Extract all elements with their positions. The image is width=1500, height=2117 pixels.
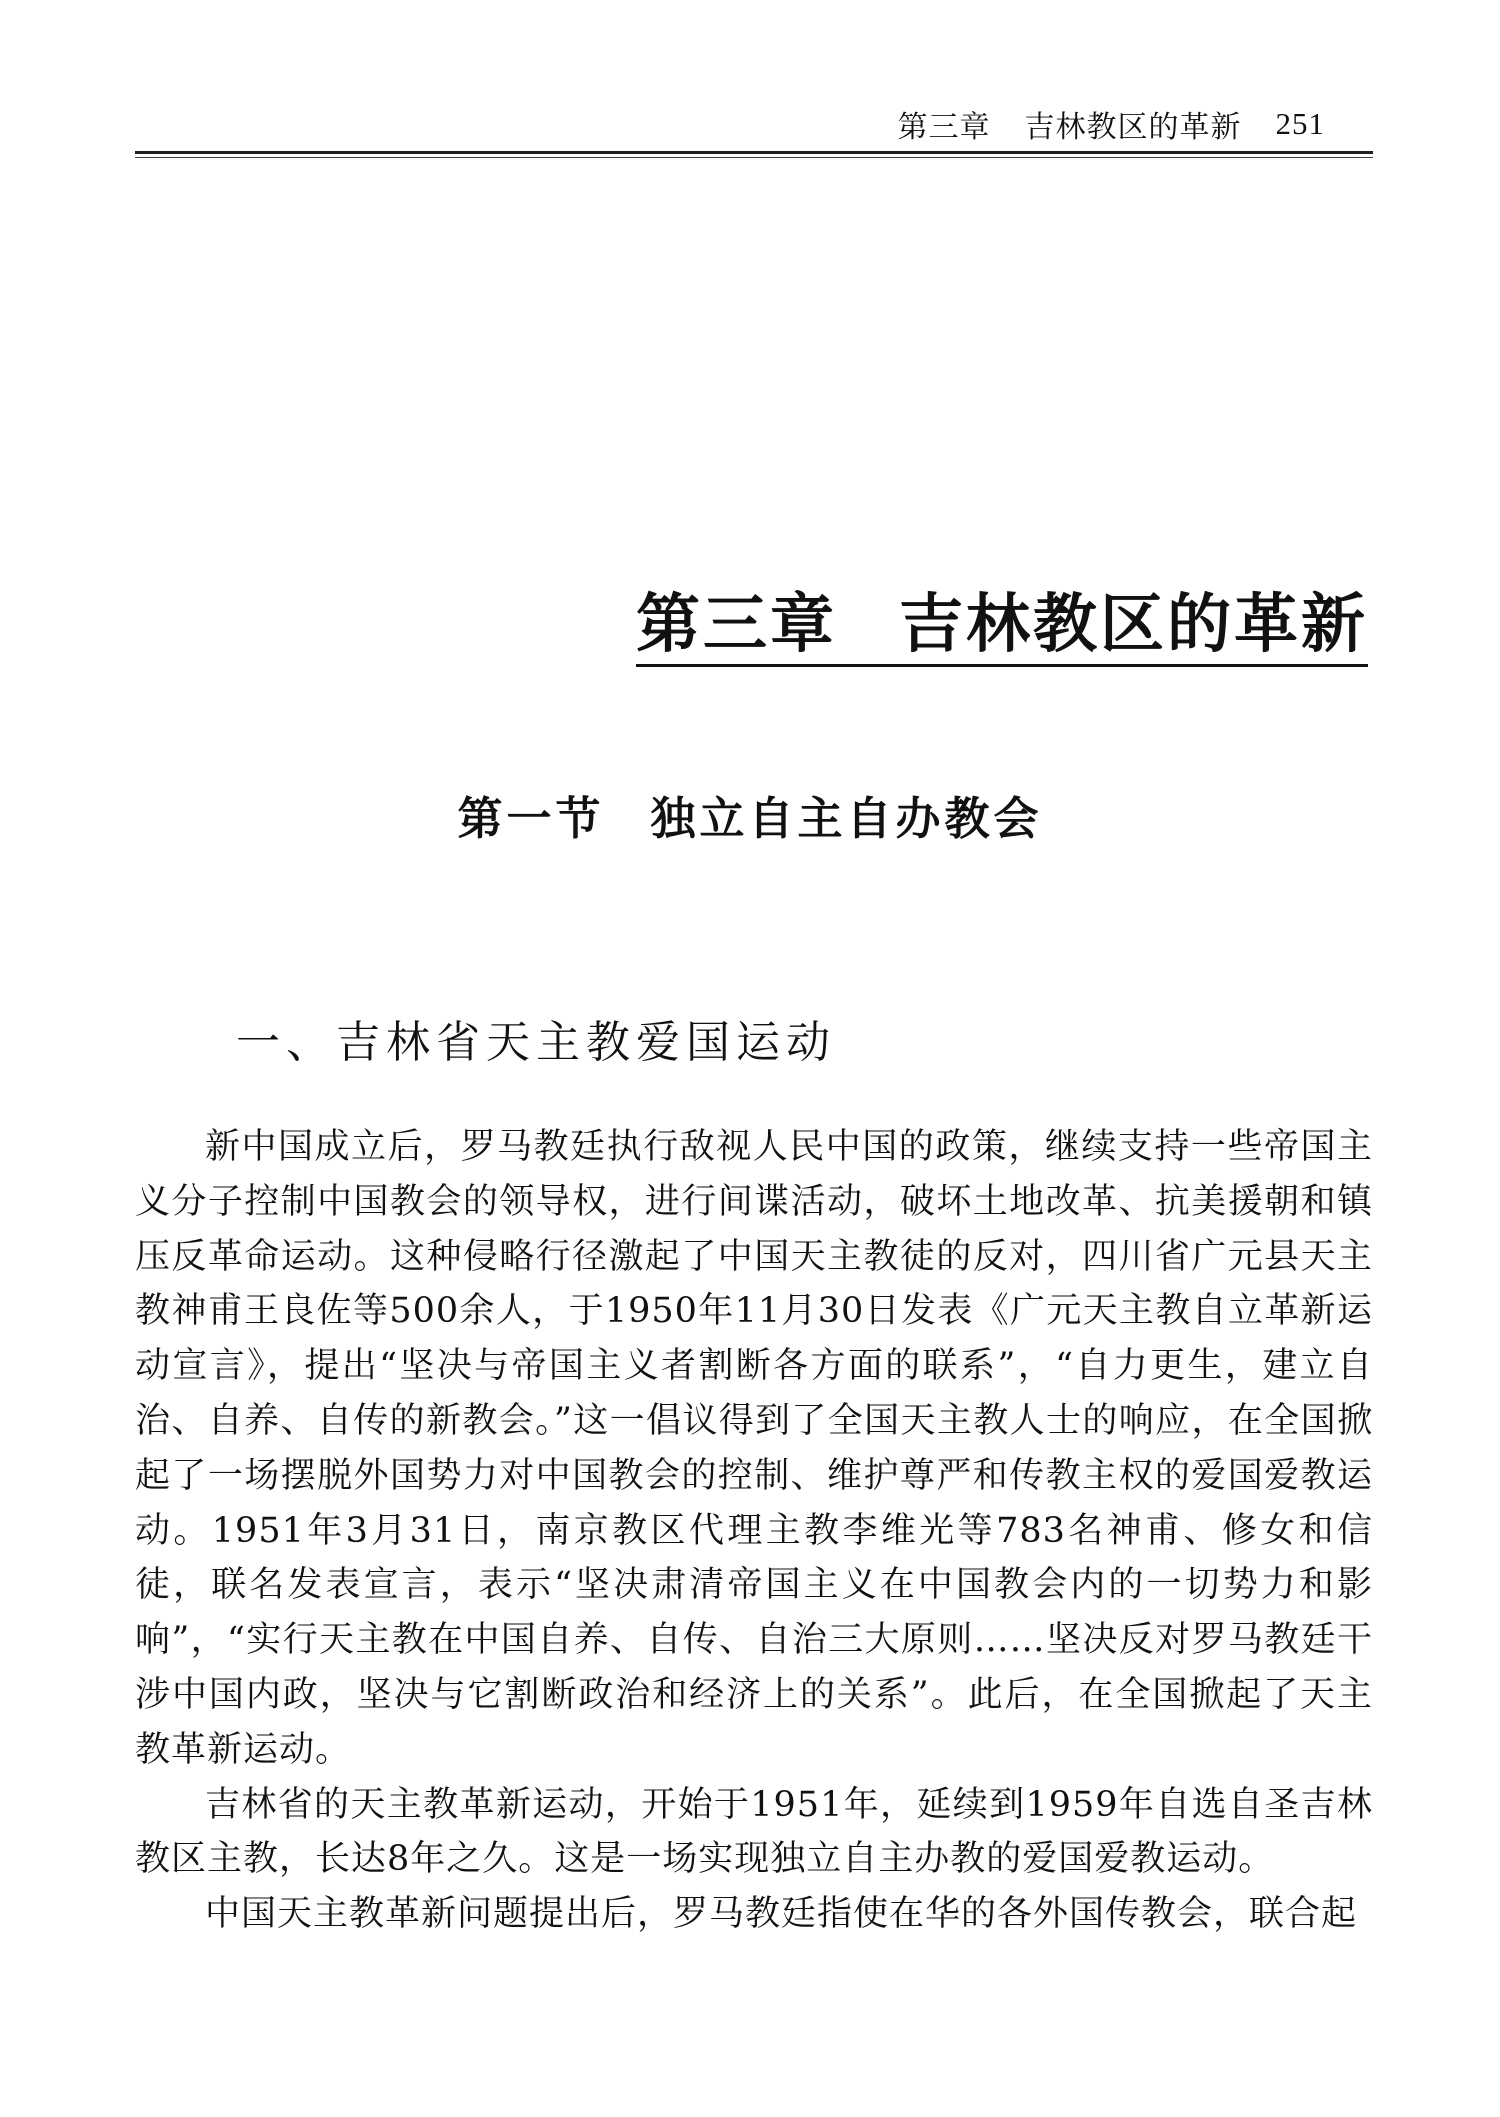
subsection-title: 一、吉林省天主教爱国运动 (236, 1017, 836, 1068)
header-title: 吉林教区的革新 (1024, 110, 1242, 145)
header-chapter: 第三章 (897, 110, 991, 145)
paragraph: 中国天主教革新问题提出后，罗马教廷指使在华的各外国传教会，联合起 (205, 1894, 1358, 1935)
page-number: 251 (1275, 106, 1325, 141)
header-rule-thin (135, 157, 1373, 158)
paragraph: 吉林省的天主教革新运动，开始于1951年，延续到1959年自选自圣吉林教区主教，长达8年之久。这是一场实现独立自主办教的爱国爱教运动。 (135, 1784, 1373, 1880)
section-number: 第一节 (457, 792, 605, 845)
header-rule-thick (135, 151, 1373, 154)
chapter-name: 吉林教区的革新 (899, 587, 1368, 662)
body-text (135, 1120, 1373, 1942)
chapter-number: 第三章 (636, 587, 837, 662)
section-title (0, 782, 1500, 847)
section-name: 独立自主自办教会 (650, 792, 1043, 845)
running-header (135, 100, 1373, 148)
paragraph: 新中国成立后，罗马教廷执行敌视人民中国的政策，继续支持一些帝国主义分子控制中国教会的领导权，进行间谍活动，破坏土地改革、抗美援朝和镇压反革命运动。这种侵略行径激起了中国天主教徒的反对，四川省广元县天主教神甫王良佐等500余人，于1950年11月30日发表《广元天主教自立革新运动宣言》，提出“坚决与帝国主义者割断各方面的联系”，“自力更生，建立自治、自养、自传的新教会。”这一倡议得到了全国天主教人士的响应，在全国掀起了一场摆脱外国势力对中国教会的控制、维护尊严和传教主权的爱国爱教运动。1951年3月31日，南京教区代理主教李维光等783名神甫、修女和信徒，联名发表宣言，表示“坚决肃清帝国主义在中国教会内的一切势力和影响”，“实行天主教在中国自养、自传、自治三大原则……坚决反对罗马教廷干涉中国内政，坚决与它割断政治和经济上的关系”。此后，在全国掀起了天主教革新运动。 (135, 1127, 1373, 1770)
chapter-title (636, 588, 1368, 667)
